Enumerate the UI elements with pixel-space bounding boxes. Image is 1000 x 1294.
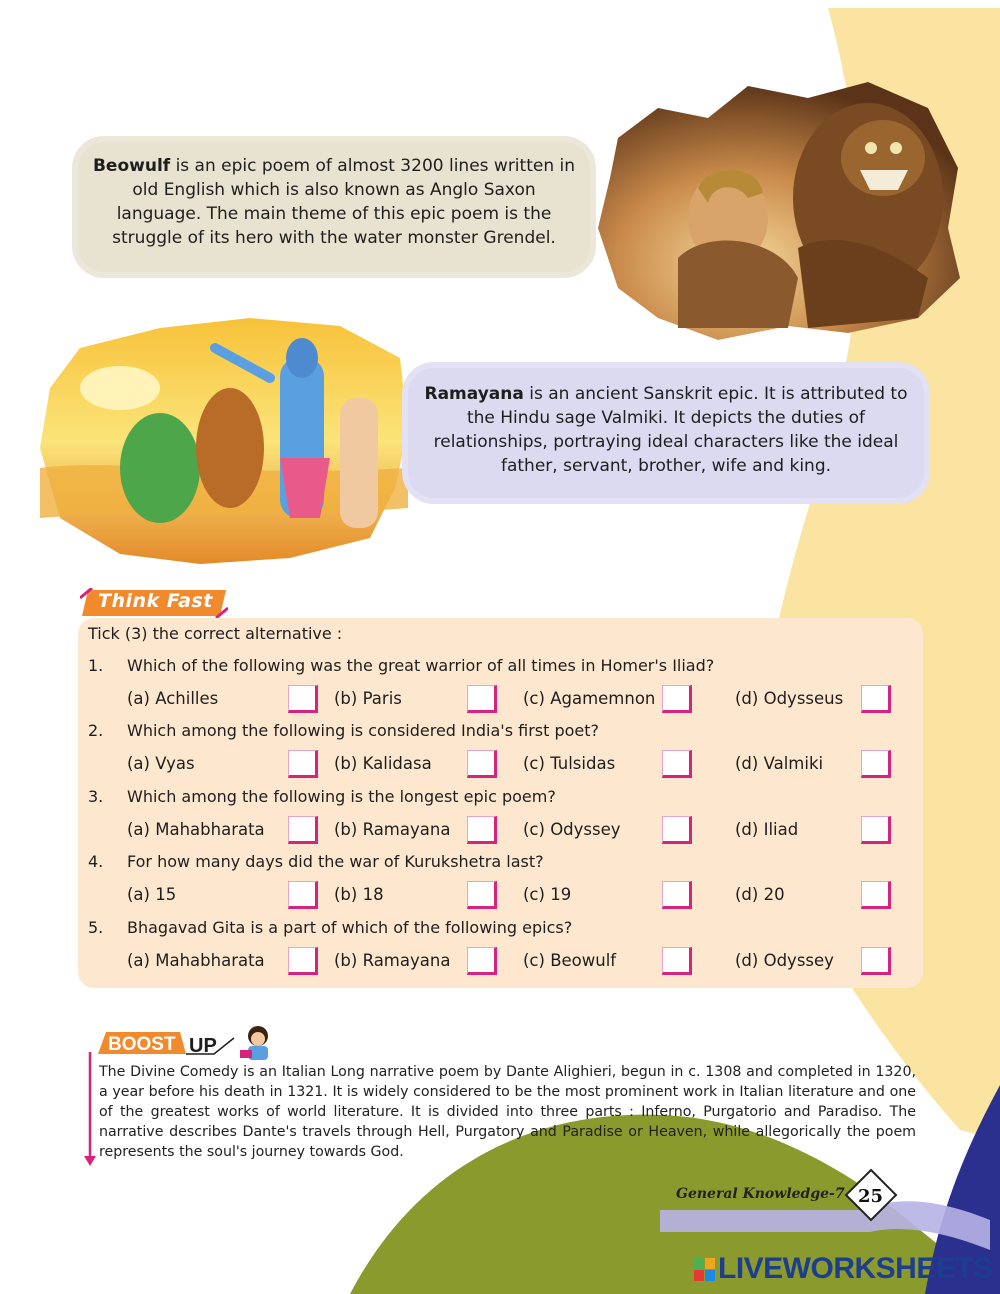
- question-number: 3.: [88, 787, 104, 806]
- option-label: (b) Ramayana: [334, 820, 451, 839]
- question-text: Bhagavad Gita is a part of which of the following epics?: [127, 918, 573, 937]
- option-label: (d) Iliad: [735, 820, 799, 839]
- answer-checkbox[interactable]: [288, 947, 318, 975]
- question-number: 1.: [88, 656, 104, 675]
- question-number: 5.: [88, 918, 104, 937]
- liveworksheets-logo-icon: [694, 1258, 716, 1282]
- answer-checkbox[interactable]: [288, 816, 318, 844]
- option-label: (a) Achilles: [127, 689, 219, 708]
- option-label: (d) Valmiki: [735, 754, 824, 773]
- think-fast-label: Think Fast: [98, 590, 213, 612]
- question-text: Which among the following is considered India's first poet?: [127, 721, 600, 740]
- answer-checkbox[interactable]: [288, 685, 318, 713]
- answer-checkbox[interactable]: [861, 881, 891, 909]
- option-label: (a) Mahabharata: [127, 951, 265, 970]
- quiz-instruction: Tick (3) the correct alternative :: [88, 624, 343, 643]
- option-label: (a) Mahabharata: [127, 820, 265, 839]
- answer-checkbox[interactable]: [861, 816, 891, 844]
- ramayana-illustration: [40, 318, 410, 564]
- question-text: For how many days did the war of Kurukshetra last?: [127, 852, 544, 871]
- beowulf-title: Beowulf: [92, 156, 171, 176]
- option-label: (d) Odyssey: [735, 951, 834, 970]
- option-label: (b) 18: [334, 885, 384, 904]
- answer-checkbox[interactable]: [861, 685, 891, 713]
- ramayana-title: Ramayana: [424, 384, 524, 404]
- boost-up-text: The Divine Comedy is an Italian Long narrative poem by Dante Alighieri, begun in c. 1308 and completed in 1320, a year before his death in 1321. It is widely considered to be the most prominent work in Italian literature and one of the greatest works of world literature. It is divided into three parts : Inferno, Purgatorio and Paradiso. The narrative describes Dante's travels through Hell, Purgatory and Paradise or Heaven, while allegorically the poem represents the soul's journey towards God.: [99, 1064, 916, 1160]
- option-label: (c) Odyssey: [523, 820, 621, 839]
- page-number: 25: [858, 1186, 884, 1207]
- answer-checkbox[interactable]: [467, 750, 497, 778]
- up-label: UP: [189, 1035, 217, 1057]
- ramayana-text: is an ancient Sanskrit epic. It is attributed to the Hindu sage Valmiki. It depicts the duties of relationships, portraying ideal characters like the ideal father, servant, brother, wife and king.: [433, 384, 908, 476]
- option-label: (a) 15: [127, 885, 177, 904]
- answer-checkbox[interactable]: [861, 947, 891, 975]
- answer-checkbox[interactable]: [467, 947, 497, 975]
- answer-checkbox[interactable]: [467, 881, 497, 909]
- boost-label: BOOST: [108, 1034, 176, 1055]
- option-label: (d) Odysseus: [735, 689, 844, 708]
- boost-up-badge: [94, 1024, 284, 1060]
- answer-checkbox[interactable]: [662, 685, 692, 713]
- option-label: (b) Paris: [334, 689, 402, 708]
- question-text: Which of the following was the great warrior of all times in Homer's Iliad?: [127, 656, 715, 675]
- question-number: 2.: [88, 721, 104, 740]
- beowulf-grendel-illustration: [598, 78, 960, 340]
- option-label: (c) Beowulf: [523, 951, 617, 970]
- option-label: (d) 20: [735, 885, 785, 904]
- option-label: (c) 19: [523, 885, 572, 904]
- answer-checkbox[interactable]: [861, 750, 891, 778]
- option-label: (b) Ramayana: [334, 951, 451, 970]
- girl-reading-icon: [240, 1026, 268, 1060]
- question-text: Which among the following is the longest epic poem?: [127, 787, 556, 806]
- answer-checkbox[interactable]: [662, 947, 692, 975]
- option-label: (c) Agamemnon: [523, 689, 656, 708]
- ramayana-info-box: [408, 368, 924, 498]
- answer-checkbox[interactable]: [662, 750, 692, 778]
- beowulf-text: is an epic poem of almost 3200 lines written in old English which is also known as Anglo Saxon language. The main theme of this epic poem is the struggle of its hero with the water monster Grendel.: [112, 156, 576, 248]
- question-number: 4.: [88, 852, 104, 871]
- liveworksheets-watermark: LIVEWORKSHEETS: [718, 1252, 993, 1285]
- option-label: (c) Tulsidas: [523, 754, 616, 773]
- answer-checkbox[interactable]: [467, 685, 497, 713]
- option-label: (b) Kalidasa: [334, 754, 432, 773]
- answer-checkbox[interactable]: [288, 881, 318, 909]
- answer-checkbox[interactable]: [467, 816, 497, 844]
- answer-checkbox[interactable]: [662, 881, 692, 909]
- answer-checkbox[interactable]: [288, 750, 318, 778]
- beowulf-info-box: [78, 142, 590, 272]
- boost-pointer-line: [82, 1052, 98, 1168]
- option-label: (a) Vyas: [127, 754, 195, 773]
- book-title: General Knowledge-7: [676, 1186, 845, 1202]
- answer-checkbox[interactable]: [662, 816, 692, 844]
